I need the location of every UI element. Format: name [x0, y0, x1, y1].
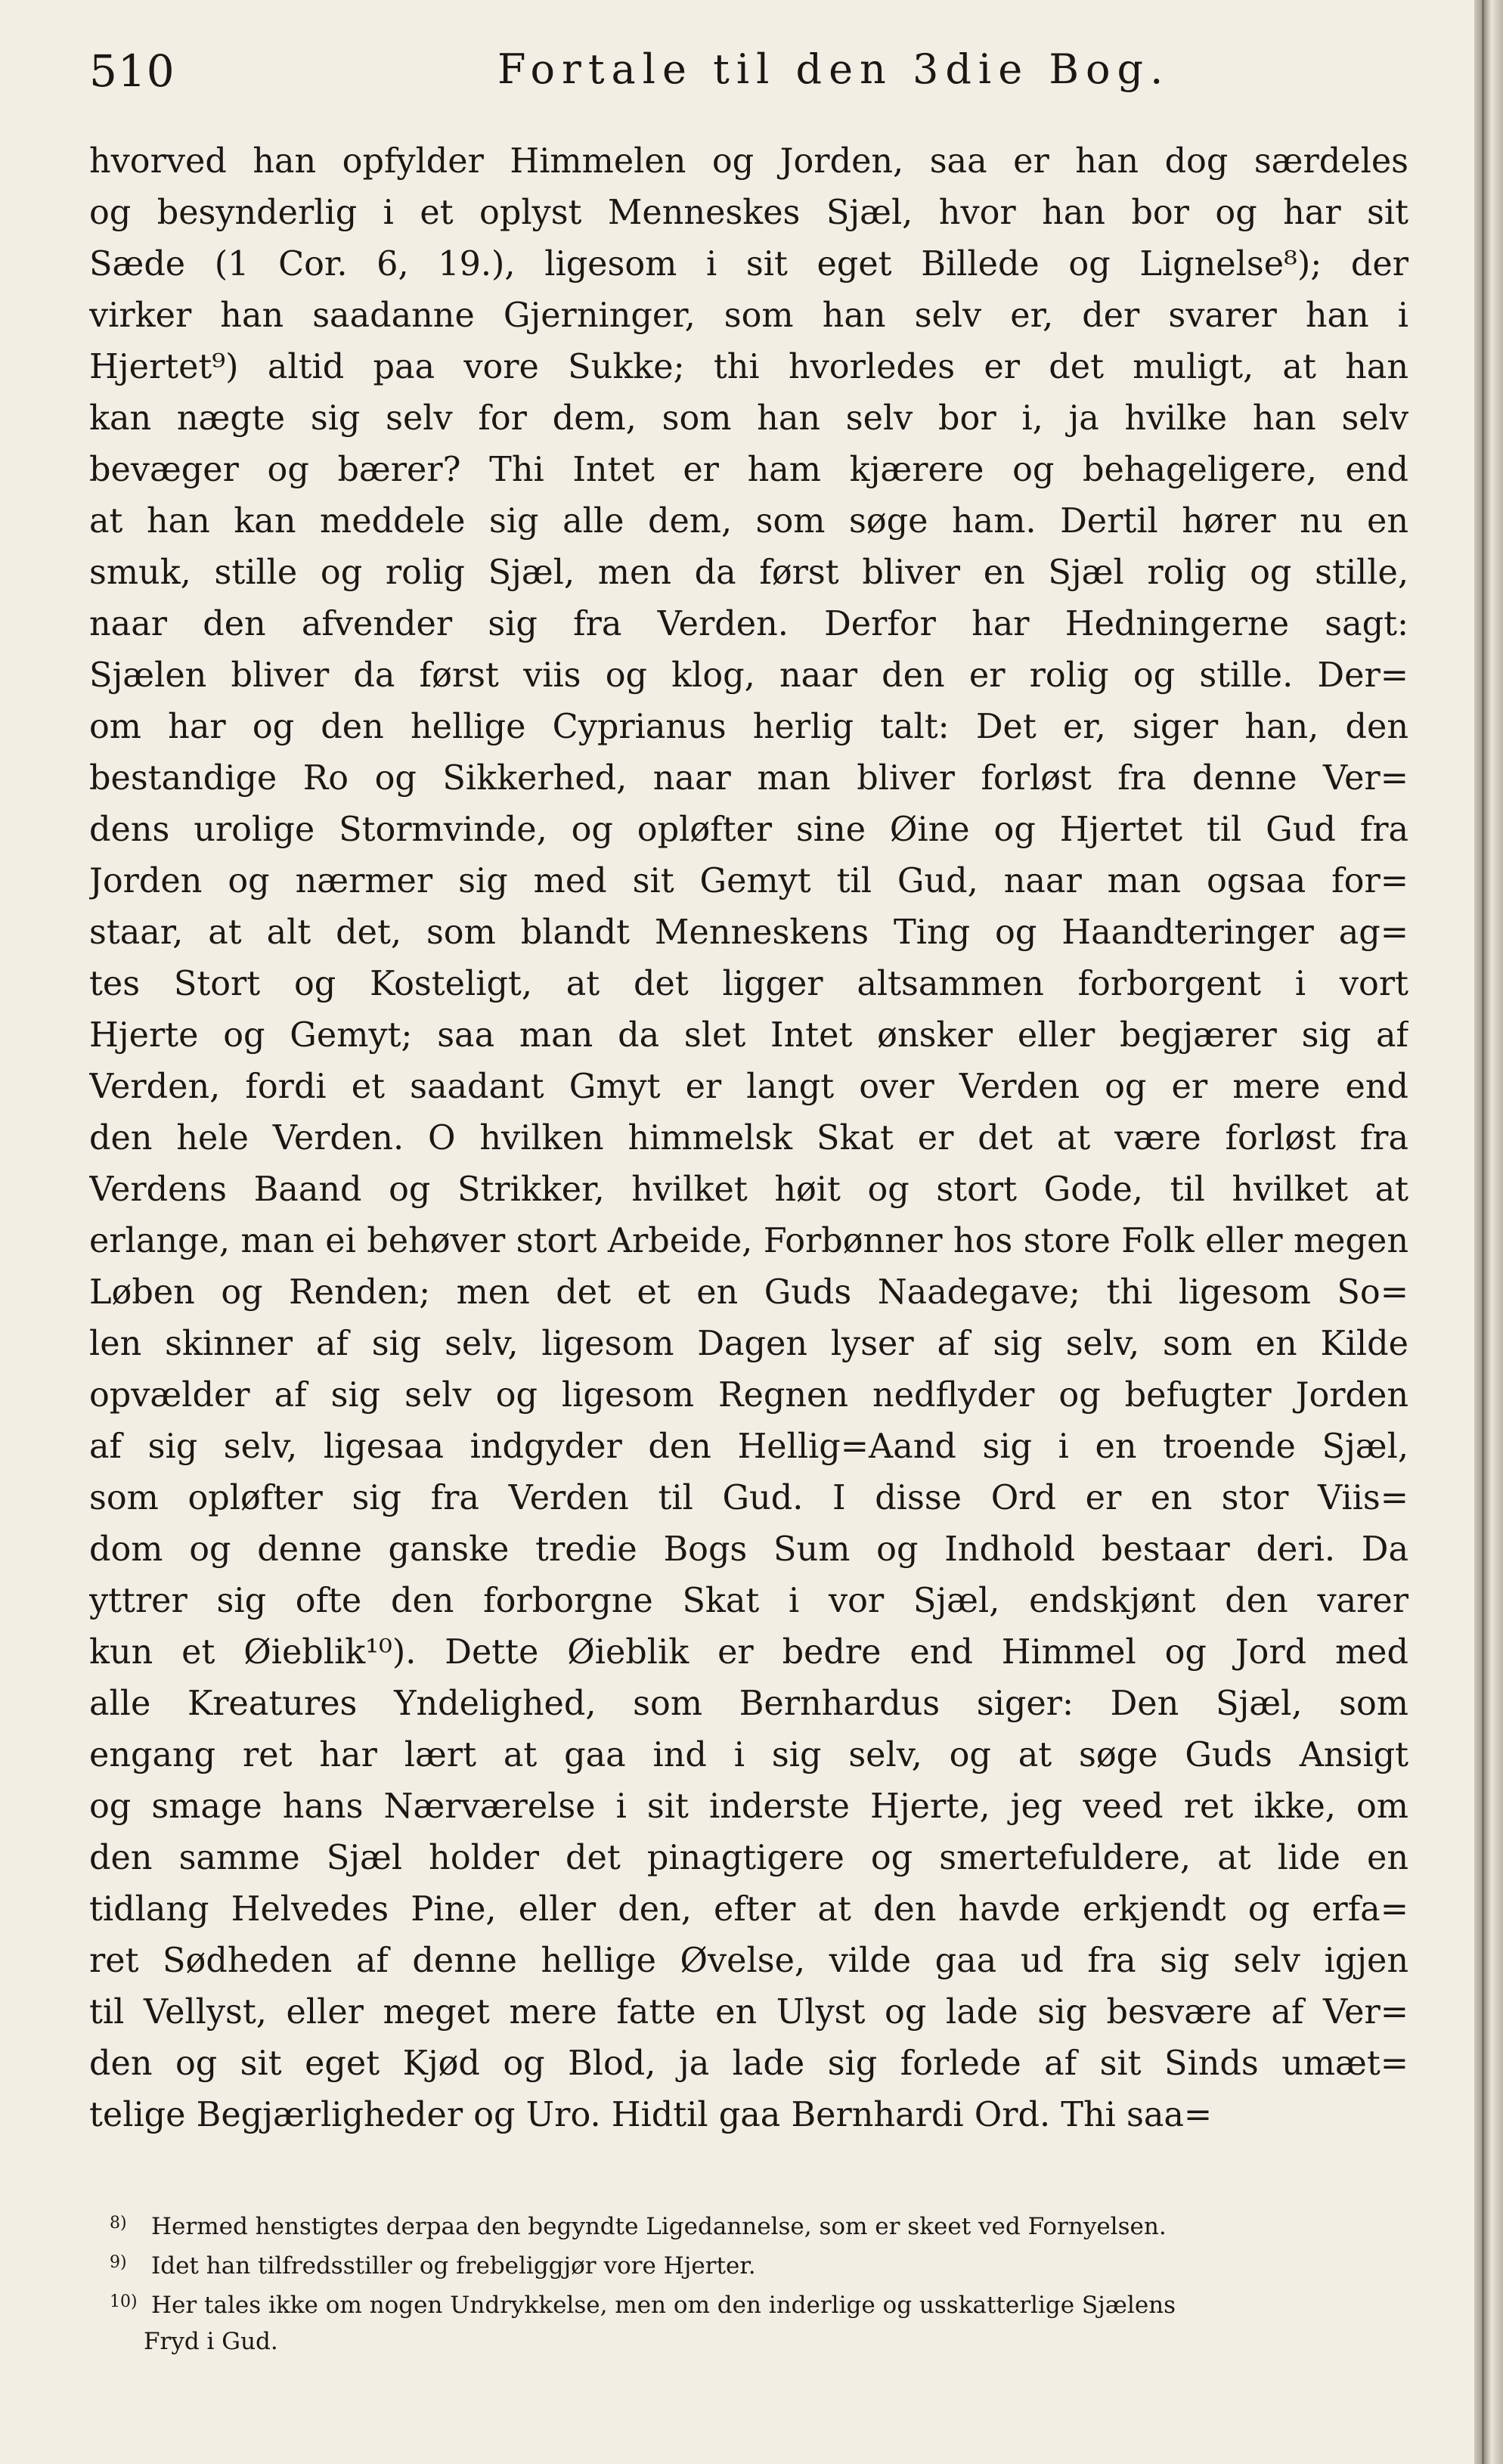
- text-line: kun et Øieblik¹⁰). Dette Øieblik er bedre end Himmel og Jord med: [89, 1633, 1408, 1672]
- running-title: Fortale til den 3die Bog.: [497, 45, 1170, 93]
- text-line: virker han saadanne Gjerninger, som han selv er, der svarer han i: [89, 296, 1408, 335]
- text-line: som opløfter sig fra Verden til Gud. I disse Ord er en stor Viis=: [89, 1479, 1408, 1517]
- body-text: [89, 136, 1408, 2141]
- text-line: den samme Sjæl holder det pinagtigere og smertefuldere, at lide en: [89, 1839, 1408, 1877]
- footnote-text: Idet han tilfredsstiller og frebeliggjør vore Hjerter.: [151, 2252, 756, 2280]
- text-line: om har og den hellige Cyprianus herlig talt: Det er, siger han, den: [89, 708, 1408, 746]
- text-line: den og sit eget Kjød og Blod, ja lade sig forlede af sit Sinds umæt=: [89, 2044, 1408, 2083]
- text-line: Hjerte og Gemyt; saa man da slet Intet ønsker eller begjærer sig af: [89, 1016, 1408, 1055]
- text-line: dom og denne ganske tredie Bogs Sum og Indhold bestaar deri. Da: [89, 1530, 1408, 1569]
- footnote-marker: 8): [110, 2214, 127, 2233]
- page-edge-binding: [1474, 0, 1503, 2464]
- text-line: erlange, man ei behøver stort Arbeide, Forbønner hos store Folk eller megen: [89, 1222, 1408, 1260]
- footnote-marker: 10): [110, 2292, 138, 2311]
- text-line: Verden, fordi et saadant Gmyt er langt over Verden og er mere end: [89, 1068, 1408, 1106]
- text-line: engang ret har lært at gaa ind i sig selv, og at søge Guds Ansigt: [89, 1736, 1408, 1774]
- text-line: Sjælen bliver da først viis og klog, naar den er rolig og stille. Der=: [89, 656, 1408, 695]
- text-line: tidlang Helvedes Pine, eller den, efter at den havde erkjendt og erfa=: [89, 1890, 1408, 1929]
- text-line: Verdens Baand og Strikker, hvilket høit og stort Gode, til hvilket at: [89, 1170, 1408, 1209]
- text-line: tes Stort og Kosteligt, at det ligger altsammen forborgent i vort: [89, 965, 1408, 1003]
- text-line: dens urolige Stormvinde, og opløfter sine Øine og Hjertet til Gud fra: [89, 810, 1408, 849]
- text-line: bestandige Ro og Sikkerhed, naar man bliver forløst fra denne Ver=: [89, 759, 1408, 798]
- text-line: og besynderlig i et oplyst Menneskes Sjæl, hvor han bor og har sit: [89, 194, 1408, 232]
- text-line: len skinner af sig selv, ligesom Dagen lyser af sig selv, som en Kilde: [89, 1325, 1408, 1363]
- text-line: naar den afvender sig fra Verden. Derfor har Hedningerne sagt:: [89, 605, 1408, 643]
- footnote-marker: 9): [110, 2253, 127, 2272]
- footnote-text: Her tales ikke om nogen Undrykkelse, men om den inderlige og usskatterlige Sjælens: [151, 2292, 1176, 2319]
- text-line: hvorved han opfylder Himmelen og Jorden, saa er han dog særdeles: [89, 142, 1408, 181]
- text-line: Hjertet⁹) altid paa vore Sukke; thi hvorledes er det muligt, at han: [89, 348, 1408, 386]
- footnote-text: Hermed henstigtes derpaa den begyndte Ligedannelse, som er skeet ved Fornyelsen.: [151, 2213, 1167, 2240]
- text-line: Sæde (1 Cor. 6, 19.), ligesom i sit eget Billede og Lignelse⁸); der: [89, 245, 1408, 284]
- text-line: bevæger og bærer? Thi Intet er ham kjærere og behageligere, end: [89, 451, 1408, 489]
- text-line: opvælder af sig selv og ligesom Regnen nedflyder og befugter Jorden: [89, 1376, 1408, 1415]
- footnote: [110, 2283, 1406, 2322]
- text-line: af sig selv, ligesaa indgyder den Hellig=Aand sig i en troende Sjæl,: [89, 1427, 1408, 1466]
- text-line: smuk, stille og rolig Sjæl, men da først bliver en Sjæl rolig og stille,: [89, 553, 1408, 592]
- text-line: Løben og Renden; men det et en Guds Naadegave; thi ligesom So=: [89, 1273, 1408, 1312]
- footnote: [110, 2204, 1406, 2243]
- footnote-continuation: Fryd i Gud.: [144, 2328, 278, 2355]
- text-line: alle Kreatures Yndelighed, som Bernhardus siger: Den Sjæl, som: [89, 1685, 1408, 1723]
- page-number: 510: [89, 45, 175, 97]
- text-line: telige Begjærligheder og Uro. Hidtil gaa Bernhardi Ord. Thi saa=: [89, 2096, 1213, 2134]
- text-line: den hele Verden. O hvilken himmelsk Skat er det at være forløst fra: [89, 1119, 1408, 1158]
- text-line: og smage hans Nærværelse i sit inderste Hjerte, jeg veed ret ikke, om: [89, 1787, 1408, 1826]
- text-line: staar, at alt det, som blandt Menneskens Ting og Haandteringer ag=: [89, 913, 1408, 952]
- text-line: yttrer sig ofte den forborgne Skat i vor Sjæl, endskjønt den varer: [89, 1582, 1408, 1620]
- footnote: [110, 2243, 1406, 2283]
- text-line: til Vellyst, eller meget mere fatte en Ulyst og lade sig besvære af Ver=: [89, 1993, 1408, 2032]
- text-line: Jorden og nærmer sig med sit Gemyt til Gud, naar man ogsaa for=: [89, 862, 1408, 900]
- text-line: at han kan meddele sig alle dem, som søge ham. Dertil hører nu en: [89, 502, 1408, 541]
- text-line: ret Sødheden af denne hellige Øvelse, vilde gaa ud fra sig selv igjen: [89, 1942, 1408, 1980]
- text-line: kan nægte sig selv for dem, som han selv bor i, ja hvilke han selv: [89, 399, 1408, 438]
- footnotes: [110, 2204, 1406, 2361]
- page-header: [89, 45, 1405, 113]
